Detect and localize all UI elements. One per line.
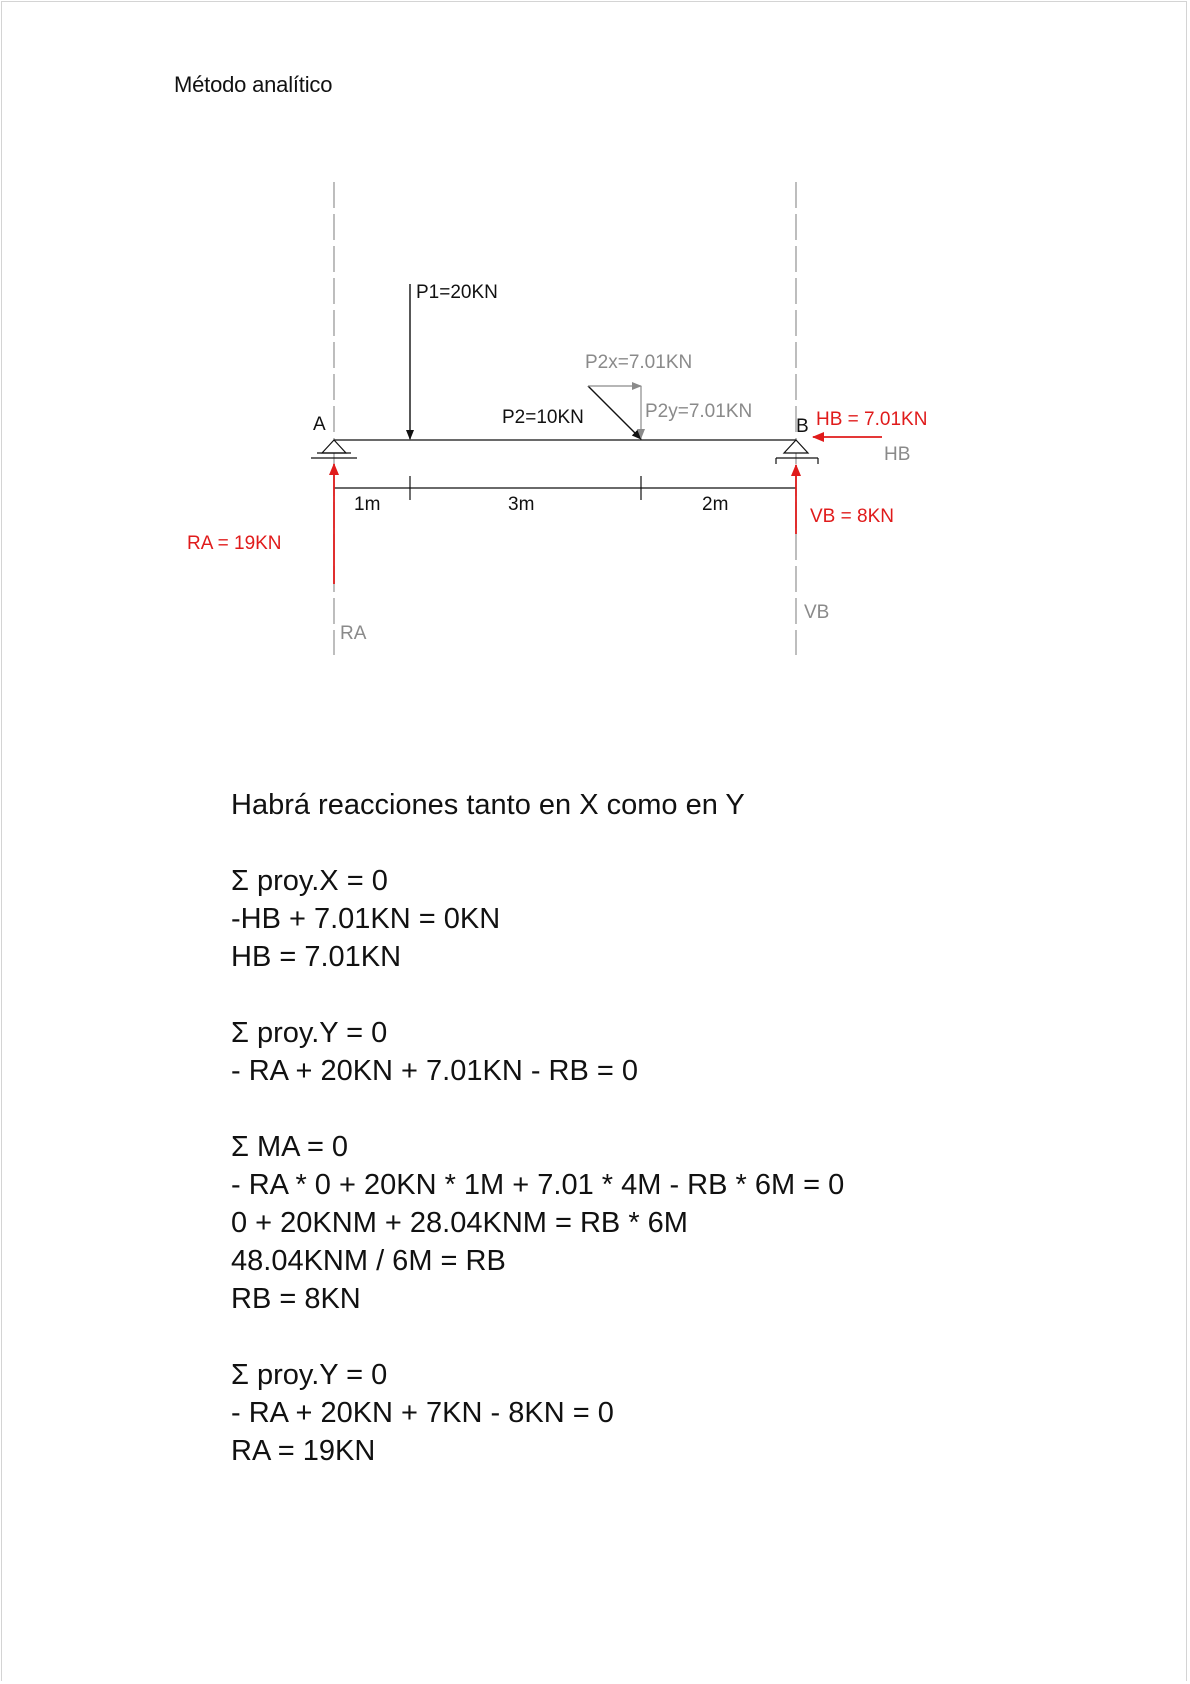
load-arrow-p2 bbox=[588, 386, 641, 439]
page-title: Método analítico bbox=[174, 72, 333, 97]
equation-line: - RA * 0 + 20KN * 1M + 7.01 * 4M - RB * 6M = 0 bbox=[231, 1169, 845, 1201]
support-a-label: A bbox=[313, 414, 326, 435]
beam-diagram bbox=[0, 0, 1190, 700]
load-label-p2: P2=10KN bbox=[502, 407, 584, 428]
equation-line: - RA + 20KN + 7KN - 8KN = 0 bbox=[231, 1397, 614, 1429]
equation-line: - RA + 20KN + 7.01KN - RB = 0 bbox=[231, 1055, 639, 1087]
intro-text: Habrá reacciones tanto en X como en Y bbox=[231, 789, 745, 821]
reaction-label-ra: RA bbox=[340, 623, 367, 644]
dimension-label-3m: 3m bbox=[508, 494, 535, 515]
reaction-label-hb: HB bbox=[884, 444, 911, 465]
load-label-p1: P1=20KN bbox=[416, 282, 498, 303]
support-b-label: B bbox=[796, 416, 809, 437]
reaction-value-hb: HB = 7.01KN bbox=[816, 409, 928, 430]
reaction-value-ra: RA = 19KN bbox=[187, 533, 282, 554]
equation-line: HB = 7.01KN bbox=[231, 941, 402, 973]
equation-line: 0 + 20KNM + 28.04KNM = RB * 6M bbox=[231, 1207, 688, 1239]
support-b bbox=[776, 440, 818, 464]
dimension-label-2m: 2m bbox=[702, 494, 729, 515]
sum-ma-heading: Σ MA = 0 bbox=[231, 1131, 349, 1163]
sum-y-heading: Σ proy.Y = 0 bbox=[231, 1017, 388, 1049]
component-label-p2y: P2y=7.01KN bbox=[645, 401, 753, 422]
equation-line: -HB + 7.01KN = 0KN bbox=[231, 903, 501, 935]
sum-y2-heading: Σ proy.Y = 0 bbox=[231, 1359, 388, 1391]
sum-x-heading: Σ proy.X = 0 bbox=[231, 865, 388, 897]
equation-line: RA = 19KN bbox=[231, 1435, 376, 1467]
reaction-label-vb: VB bbox=[804, 602, 830, 623]
reaction-value-vb: VB = 8KN bbox=[810, 506, 894, 527]
equation-line: RB = 8KN bbox=[231, 1283, 361, 1315]
equation-line: 48.04KNM / 6M = RB bbox=[231, 1245, 506, 1277]
equations bbox=[231, 786, 1131, 1470]
component-label-p2x: P2x=7.01KN bbox=[585, 352, 693, 373]
dimension-label-1m: 1m bbox=[354, 494, 381, 515]
